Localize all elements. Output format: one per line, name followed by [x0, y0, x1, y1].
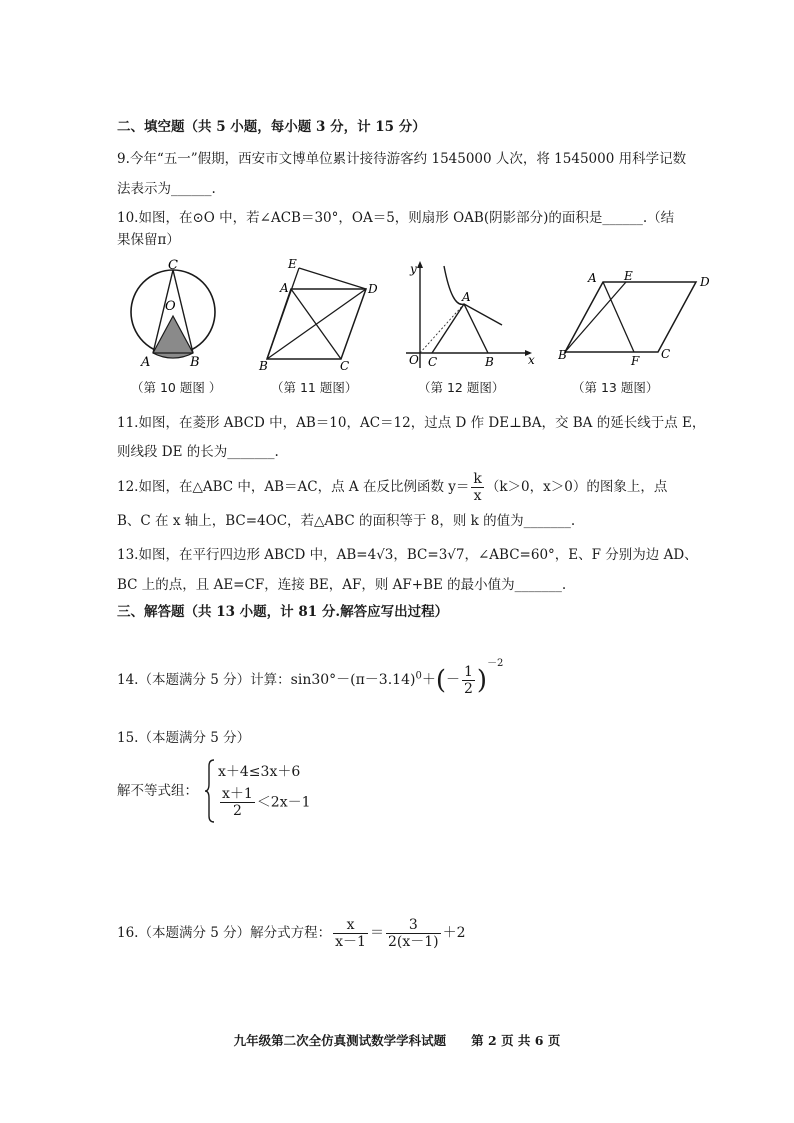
q13-line1: 13.如图，在平行四边形 ABCD 中，AB=4√3，BC=3√7，∠ABC=60°，E、F 分别为边 AD、 [117, 547, 698, 563]
label-C: C [168, 258, 178, 273]
q11-line1: 11.如图，在菱形 ABCD 中，AB＝10，AC＝12，过点 D 作 DE⊥BA，交 BA 的延长线于点 E， [117, 415, 706, 431]
q15-prefix: 解不等式组： [117, 783, 198, 799]
page-footer: 九年级第二次全仿真测试数学学科试题 第 2 页 共 6 页 [233, 1033, 561, 1048]
q12-line1-pre: 12.如图，在△ABC 中，AB＝AC，点 A 在反比例函数 y＝ [117, 479, 470, 495]
q14: 14.（本题满分 5 分）计算：$\sin 30^\circ-(\pi-3.14)^0+(-$ $\frac{1}{2}$ )$^{-2}$ [117, 658, 504, 697]
label-B: B [190, 355, 200, 370]
label-D: D [368, 282, 378, 296]
label-A: A [141, 355, 151, 370]
label-B: B [259, 359, 268, 373]
q15-label: 15.（本题满分 5 分） [117, 730, 251, 746]
q9-line1: 9.今年“五一”假期，西安市文博单位累计接待游客约 1545000 人次，将 1545000 用科学记数 [117, 151, 687, 167]
q14-exp: －2 [487, 658, 504, 669]
q12-line2: B、C 在 x 轴上，BC=4OC，若△ABC 的面积等于 8，则 k 的值为_______. [117, 513, 576, 529]
label-C: C [428, 355, 438, 369]
q10-line2: 果保留π） [117, 232, 180, 248]
label-O: O [165, 299, 176, 314]
section3-heading: 三、解答题（共 13 小题，计 81 分.解答应写出过程） [117, 604, 449, 620]
label-E: E [288, 257, 297, 271]
q14-exp0: 0 [415, 670, 422, 682]
figure-12 [402, 258, 542, 370]
shaded-sector [153, 316, 193, 358]
label-A: A [462, 290, 471, 304]
label-B: B [485, 355, 494, 369]
q14-expr: sin30°－(π－3.14) [290, 672, 416, 688]
q14-label: 14.（本题满分 5 分）计算： [117, 672, 291, 688]
label-A: A [588, 271, 597, 285]
q16-lhs: $\frac{x}{x-1}$ [335, 917, 366, 950]
q11-line2: 则线段 DE 的长为_______. [117, 444, 279, 460]
label-C: C [661, 347, 671, 361]
q9-line2: 法表示为______. [117, 181, 216, 197]
q16: 16.（本题满分 5 分）解分式方程： $\frac{x}{x-1}$ ＝ $\frac{3}{2(x-1)}$ ＋2 [117, 917, 466, 950]
figure-11 [256, 256, 386, 374]
q12-line1-post: （k＞0，x＞0）的图象上，点 [485, 479, 668, 495]
fig11-caption: （第 11 题图） [271, 380, 358, 395]
q12-line1 [117, 470, 667, 504]
figure-13 [558, 266, 718, 370]
parallelogram-abcd [565, 282, 696, 352]
label-C: C [340, 359, 350, 373]
q16-label: 16.（本题满分 5 分）解分式方程： [117, 925, 332, 941]
q15-ineq2: $\frac{x+1}{2}$ ＜2x－1 [222, 786, 311, 819]
q15-ineq1: x＋4≤3x＋6 [218, 764, 301, 780]
q10-line1: 10.如图，在⊙O 中，若∠ACB＝30°，OA＝5，则扇形 OAB(阴影部分)的面积是______.（结 [117, 210, 675, 226]
label-F: F [631, 354, 640, 368]
q14-fraction: $\frac{1}{2}$ [463, 664, 473, 697]
label-D: D [700, 275, 710, 289]
q12-fraction: $\frac{k}{x}$ [473, 471, 482, 504]
figure-10 [128, 258, 218, 370]
label-O: O [409, 353, 419, 367]
label-E: E [624, 269, 633, 283]
brace-icon [204, 758, 216, 824]
label-A: A [280, 281, 289, 295]
q16-rhs: $\frac{3}{2(x-1)}$ [387, 917, 439, 950]
fig10-caption: （第 10 题图 ） [131, 380, 222, 395]
fig13-caption: （第 13 题图） [572, 380, 659, 395]
fig12-caption: （第 12 题图） [418, 380, 505, 395]
section2-heading: 二、填空题（共 5 小题，每小题 3 分，计 15 分） [117, 119, 426, 135]
label-y: y [410, 262, 417, 276]
label-x: x [528, 353, 535, 367]
q13-line2: BC 上的点，且 AE=CF，连接 BE，AF，则 AF+BE 的最小值为_______. [117, 577, 567, 593]
label-B: B [558, 348, 567, 362]
